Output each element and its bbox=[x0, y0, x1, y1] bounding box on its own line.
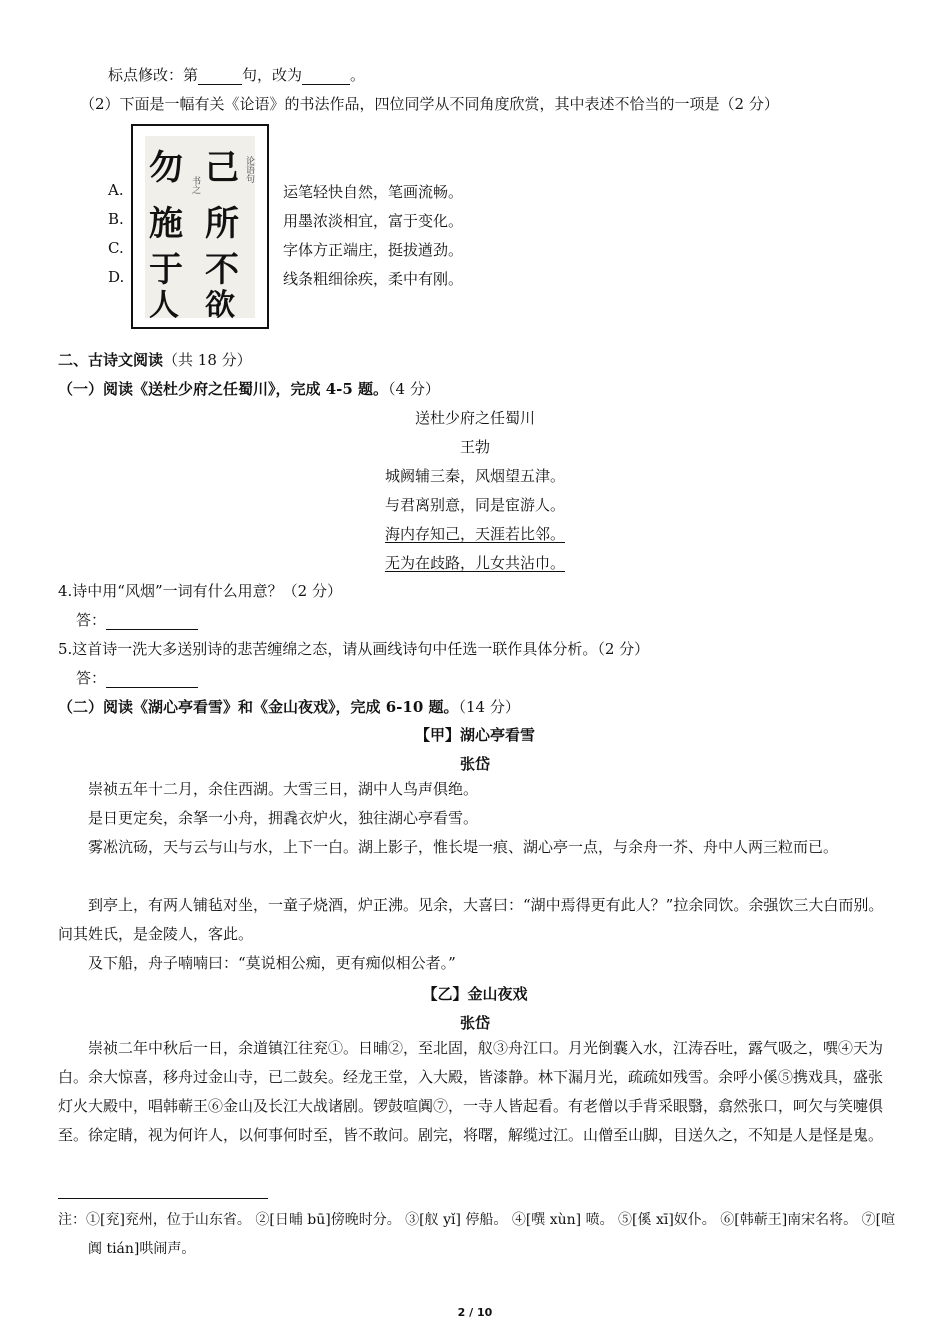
text-b-paragraph: 崇祯二年中秋后一日，余道镇江往兖①。日晡②，至北固，舣③舟江口。月光倒囊入水，江涛吞吐，露气吸之，噀④天为白。余大惊喜，移舟过金山寺，已二鼓矣。经龙王堂，入大殿，皆漆静。林下漏月光，疏疏如残雪。余呼小傒⑤携戏具，盛张灯火大殿中，唱韩蕲王⑥金山及长江大战诸剧。锣鼓喧阗⑦，一寺人皆起看。有老僧以手背采眼翳，翕然张口，呵欠与笑嚏俱至。徐定睛，视为何许人，以何事何时至，皆不敢问。剧完，将曙，解缆过江。山僧至山脚，目送久之，不知是人是怪是鬼。 bbox=[58, 1039, 884, 1144]
poem-author: 王勃 bbox=[459, 438, 490, 456]
poem-line: 城阙辅三秦，风烟望五津。 bbox=[384, 467, 565, 485]
punct-suffix: 。 bbox=[350, 66, 366, 84]
calligraphy-glyph: 所 bbox=[205, 204, 239, 244]
calligraphy-artwork bbox=[131, 124, 269, 329]
answer-blank[interactable] bbox=[106, 613, 198, 630]
answer-blank[interactable] bbox=[106, 671, 198, 688]
option-b-text[interactable]: 用墨浓淡相宜，富于变化。 bbox=[283, 212, 464, 230]
option-b-letter: B. bbox=[108, 210, 124, 228]
calligraphy-glyph: 欲 bbox=[205, 288, 235, 323]
poem-line-underlined bbox=[0, 523, 950, 544]
text-a-paragraph: 及下船，舟子喃喃曰：“莫说相公痴，更有痴似相公者。” bbox=[88, 954, 456, 972]
question-5-answer bbox=[76, 667, 198, 688]
text-a-paragraph: 崇祯五年十二月，余住西湖。大雪三日，湖中人鸟声俱绝。 bbox=[88, 780, 479, 798]
footnotes bbox=[58, 1206, 898, 1264]
text-b-author: 张岱 bbox=[459, 1014, 490, 1032]
part-2-heading bbox=[58, 696, 520, 717]
calligraphy-glyph: 己 bbox=[205, 148, 239, 188]
text-a-author: 张岱 bbox=[459, 755, 490, 773]
part-score: （4 分） bbox=[388, 380, 440, 398]
footnote-divider bbox=[58, 1198, 268, 1199]
punct-mid: 句，改为 bbox=[242, 66, 303, 84]
punct-prefix: 标点修改：第 bbox=[108, 66, 199, 84]
option-d-letter: D. bbox=[108, 268, 125, 286]
option-c-text[interactable]: 字体方正端庄，挺拔遒劲。 bbox=[283, 241, 464, 259]
question-4-answer bbox=[76, 609, 198, 630]
text-a-title: 【甲】湖心亭看雪 bbox=[414, 726, 535, 744]
calligraphy-glyph: 不 bbox=[205, 250, 239, 290]
section-score: （共 18 分） bbox=[163, 351, 252, 369]
calligraphy-glyph: 勿 bbox=[149, 148, 183, 188]
page-number: 2 / 10 bbox=[457, 1306, 493, 1319]
section-title-text: 二、古诗文阅读 bbox=[58, 351, 164, 369]
part-heading-text: （一）阅读《送杜少府之任蜀川》，完成 4-5 题。 bbox=[58, 380, 389, 398]
text-b-title: 【乙】金山夜戏 bbox=[422, 985, 528, 1003]
calligraphy-glyph: 施 bbox=[149, 204, 183, 244]
question-4: 4.诗中用“风烟”一词有什么用意？（2 分） bbox=[58, 582, 342, 600]
text-a-paragraph: 是日更定矣，余拏一小舟，拥毳衣炉火，独往湖心亭看雪。 bbox=[88, 809, 479, 827]
answer-label: 答： bbox=[76, 669, 107, 687]
punctuation-correction-line bbox=[108, 64, 365, 85]
option-c-letter: C. bbox=[108, 239, 124, 257]
question-5: 5.这首诗一洗大多送别诗的悲苦缠绵之态，请从画线诗句中任选一联作具体分析。（2 分） bbox=[58, 640, 650, 658]
section-2-title bbox=[58, 349, 252, 370]
poem-line-text: 无为在歧路，儿女共沾巾。 bbox=[384, 554, 565, 572]
part-heading-text: （二）阅读《湖心亭看雪》和《金山夜戏》，完成 6-10 题。 bbox=[58, 698, 459, 716]
option-a-letter: A. bbox=[108, 181, 124, 199]
answer-blank[interactable] bbox=[302, 68, 350, 85]
calligraphy-glyph: 人 bbox=[149, 288, 179, 323]
text-a-paragraph: 雾凇沆砀，天与云与山与水，上下一白。湖上影子，惟长堤一痕、湖心亭一点，与余舟一芥、舟中人两三粒而已。 bbox=[88, 838, 839, 856]
option-d-text[interactable]: 线条粗细徐疾，柔中有刚。 bbox=[283, 270, 464, 288]
question-3-2-prompt: （2）下面是一幅有关《论语》的书法作品，四位同学从不同角度欣赏，其中表述不恰当的一项是（2 分） bbox=[80, 95, 779, 113]
poem-title: 送杜少府之任蜀川 bbox=[414, 409, 535, 427]
poem-line: 与君离别意，同是宦游人。 bbox=[384, 496, 565, 514]
calligraphy-signature: 书之 bbox=[190, 176, 200, 194]
text-a-paragraph: 到亭上，有两人铺毡对坐，一童子烧酒，炉正沸。见余，大喜曰：“湖中焉得更有此人？”拉余同饮。余强饮三大白而别。问其姓氏，是金陵人，客此。 bbox=[58, 896, 884, 943]
footnote-text: 注：①[兖]兖州，位于山东省。 ②[日晡 bū]傍晚时分。 ③[舣 yǐ] 停船。 ④[噀 xùn] 喷。 ⑤[傒 xī]奴仆。 ⑥[韩蕲王]南宋名将。 ⑦[喧阗 tián]哄闹声。 bbox=[58, 1212, 896, 1257]
poem-line-text: 海内存知己，天涯若比邻。 bbox=[384, 525, 565, 543]
calligraphy-inscription: 论语句 bbox=[244, 156, 254, 183]
answer-label: 答： bbox=[76, 611, 107, 629]
part-score: （14 分） bbox=[458, 698, 520, 716]
calligraphy-glyph: 于 bbox=[149, 250, 183, 290]
part-1-heading bbox=[58, 378, 440, 399]
option-a-text[interactable]: 运笔轻快自然，笔画流畅。 bbox=[283, 183, 464, 201]
poem-line-underlined bbox=[0, 552, 950, 573]
calligraphy-paper bbox=[145, 136, 255, 323]
answer-blank[interactable] bbox=[198, 68, 242, 85]
